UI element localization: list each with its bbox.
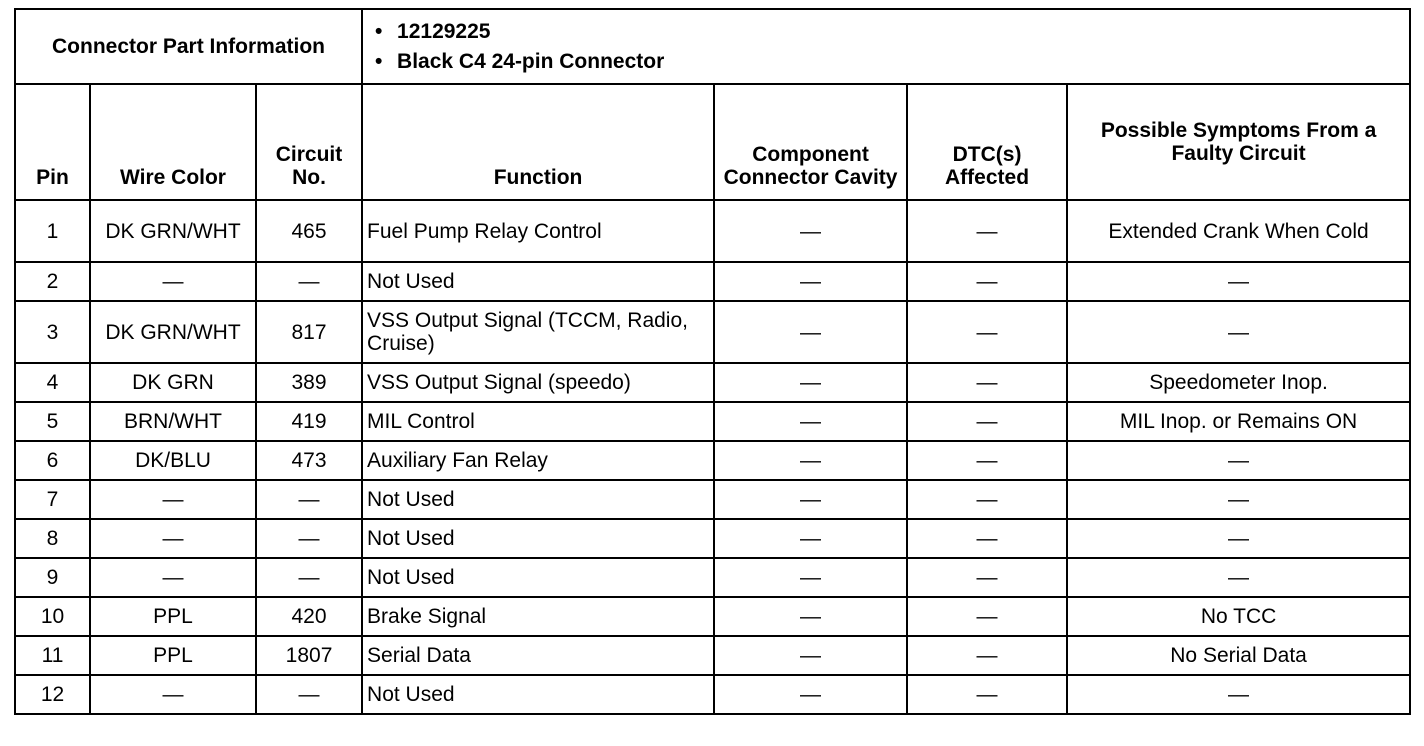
connector-table	[14, 8, 1411, 715]
circuit-cell: 817	[256, 301, 362, 363]
table-row	[15, 363, 1410, 402]
symptoms-cell: Extended Crank When Cold	[1067, 200, 1410, 262]
header-row	[15, 84, 1410, 200]
function-cell: Not Used	[362, 519, 714, 558]
wire-color-cell: DK GRN/WHT	[90, 200, 256, 262]
circuit-cell: —	[256, 262, 362, 301]
function-cell: VSS Output Signal (speedo)	[362, 363, 714, 402]
dtc-cell: —	[907, 262, 1067, 301]
table-row	[15, 200, 1410, 262]
connector-info-bullets	[362, 9, 1410, 84]
dtc-cell: —	[907, 363, 1067, 402]
dtc-cell: —	[907, 402, 1067, 441]
cavity-cell: —	[714, 441, 907, 480]
bullet-icon: •	[375, 19, 383, 43]
part-number: 12129225	[397, 19, 491, 43]
circuit-cell: —	[256, 519, 362, 558]
function-cell: MIL Control	[362, 402, 714, 441]
cavity-cell: —	[714, 558, 907, 597]
circuit-cell: 389	[256, 363, 362, 402]
symptoms-cell: No Serial Data	[1067, 636, 1410, 675]
circuit-cell: 473	[256, 441, 362, 480]
cavity-cell: —	[714, 519, 907, 558]
symptoms-cell: —	[1067, 441, 1410, 480]
symptoms-cell: —	[1067, 558, 1410, 597]
pin-cell: 5	[15, 402, 90, 441]
wire-color-cell: PPL	[90, 636, 256, 675]
header-wire-color: Wire Color	[90, 84, 256, 200]
table-row	[15, 597, 1410, 636]
symptoms-cell: —	[1067, 262, 1410, 301]
function-cell: Brake Signal	[362, 597, 714, 636]
dtc-cell: —	[907, 301, 1067, 363]
wire-color-cell: —	[90, 262, 256, 301]
table-row	[15, 301, 1410, 363]
function-cell: Not Used	[362, 675, 714, 714]
dtc-cell: —	[907, 597, 1067, 636]
table-row	[15, 519, 1410, 558]
symptoms-cell: —	[1067, 480, 1410, 519]
header-circuit: Circuit No.	[256, 84, 362, 200]
pin-cell: 12	[15, 675, 90, 714]
function-cell: VSS Output Signal (TCCM, Radio, Cruise)	[362, 301, 714, 363]
header-dtc: DTC(s) Affected	[907, 84, 1067, 200]
wire-color-cell: DK GRN	[90, 363, 256, 402]
pin-cell: 1	[15, 200, 90, 262]
header-pin: Pin	[15, 84, 90, 200]
circuit-cell: 419	[256, 402, 362, 441]
table-row	[15, 402, 1410, 441]
pin-cell: 11	[15, 636, 90, 675]
dtc-cell: —	[907, 519, 1067, 558]
symptoms-cell: Speedometer Inop.	[1067, 363, 1410, 402]
cavity-cell: —	[714, 597, 907, 636]
pin-cell: 8	[15, 519, 90, 558]
function-cell: Auxiliary Fan Relay	[362, 441, 714, 480]
function-cell: Not Used	[362, 558, 714, 597]
wire-color-cell: BRN/WHT	[90, 402, 256, 441]
circuit-cell: 420	[256, 597, 362, 636]
circuit-cell: 1807	[256, 636, 362, 675]
dtc-cell: —	[907, 480, 1067, 519]
table-row	[15, 636, 1410, 675]
cavity-cell: —	[714, 636, 907, 675]
cavity-cell: —	[714, 363, 907, 402]
symptoms-cell: —	[1067, 519, 1410, 558]
symptoms-cell: —	[1067, 301, 1410, 363]
function-cell: Not Used	[362, 480, 714, 519]
wire-color-cell: —	[90, 519, 256, 558]
header-symptoms: Possible Symptoms From a Faulty Circuit	[1067, 84, 1410, 200]
cavity-cell: —	[714, 675, 907, 714]
pin-cell: 2	[15, 262, 90, 301]
circuit-cell: 465	[256, 200, 362, 262]
circuit-cell: —	[256, 480, 362, 519]
bullet-icon: •	[375, 49, 383, 73]
function-cell: Fuel Pump Relay Control	[362, 200, 714, 262]
dtc-cell: —	[907, 675, 1067, 714]
table-row	[15, 262, 1410, 301]
function-cell: Serial Data	[362, 636, 714, 675]
connector-info-bullet	[375, 47, 1405, 77]
circuit-cell: —	[256, 675, 362, 714]
symptoms-cell: —	[1067, 675, 1410, 714]
table-row	[15, 480, 1410, 519]
dtc-cell: —	[907, 441, 1067, 480]
symptoms-cell: MIL Inop. or Remains ON	[1067, 402, 1410, 441]
connector-info-bullet	[375, 17, 1405, 47]
table-row	[15, 675, 1410, 714]
dtc-cell: —	[907, 636, 1067, 675]
wire-color-cell: —	[90, 480, 256, 519]
dtc-cell: —	[907, 558, 1067, 597]
pin-cell: 9	[15, 558, 90, 597]
circuit-cell: —	[256, 558, 362, 597]
cavity-cell: —	[714, 301, 907, 363]
cavity-cell: —	[714, 402, 907, 441]
pin-cell: 4	[15, 363, 90, 402]
wire-color-cell: —	[90, 675, 256, 714]
symptoms-cell: No TCC	[1067, 597, 1410, 636]
pin-cell: 7	[15, 480, 90, 519]
cavity-cell: —	[714, 480, 907, 519]
wire-color-cell: PPL	[90, 597, 256, 636]
function-cell: Not Used	[362, 262, 714, 301]
wire-color-cell: —	[90, 558, 256, 597]
header-cavity: Component Connector Cavity	[714, 84, 907, 200]
wire-color-cell: DK GRN/WHT	[90, 301, 256, 363]
cavity-cell: —	[714, 262, 907, 301]
header-function: Function	[362, 84, 714, 200]
table-row	[15, 558, 1410, 597]
connector-info-row	[15, 9, 1410, 84]
table-row	[15, 441, 1410, 480]
pin-cell: 6	[15, 441, 90, 480]
cavity-cell: —	[714, 200, 907, 262]
pin-cell: 10	[15, 597, 90, 636]
dtc-cell: —	[907, 200, 1067, 262]
connector-description: Black C4 24-pin Connector	[397, 49, 665, 73]
connector-info-title: Connector Part Information	[15, 9, 362, 84]
pin-cell: 3	[15, 301, 90, 363]
wire-color-cell: DK/BLU	[90, 441, 256, 480]
